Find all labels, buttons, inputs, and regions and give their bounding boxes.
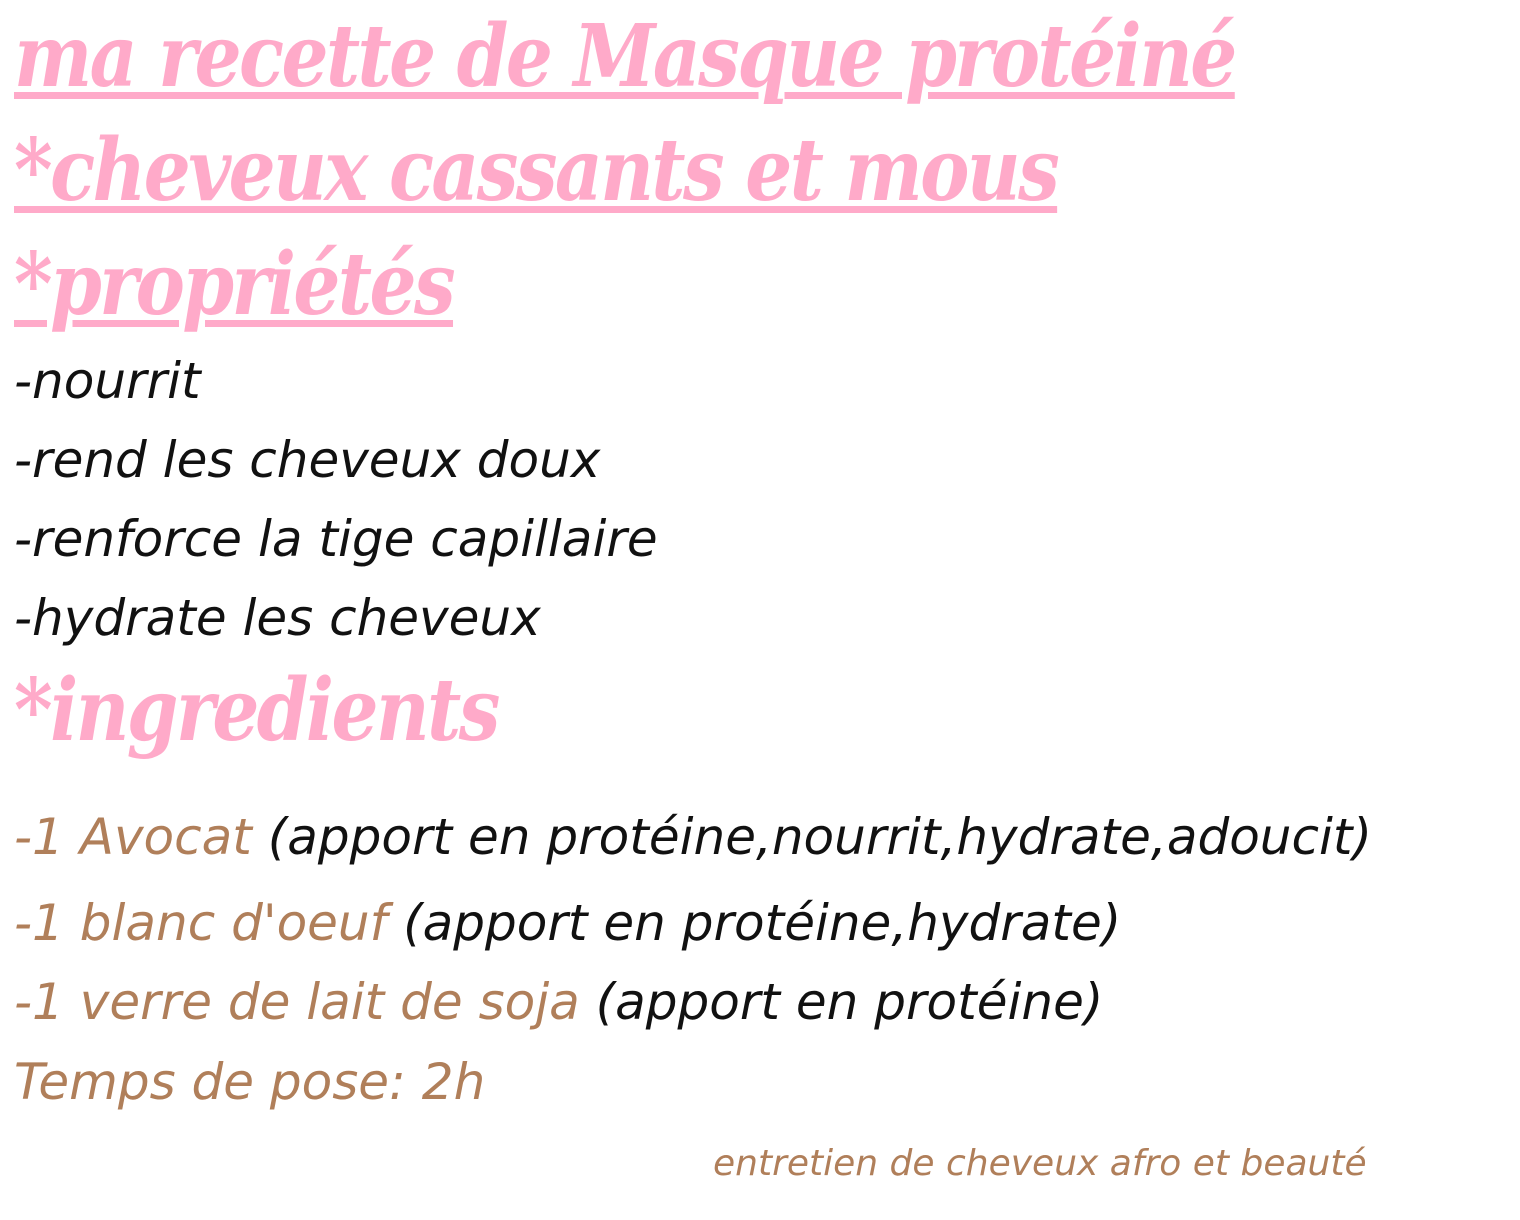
ingredient-name: -1 verre de lait de soja: [14, 973, 580, 1031]
ingredient-note: (apport en protéine,nourrit,hydrate,adoucit): [251, 808, 1372, 866]
pose-time: Temps de pose: 2h: [14, 1053, 486, 1111]
properties-heading: *propriétés: [14, 234, 454, 335]
property-item: -rend les cheveux doux: [14, 431, 601, 489]
ingredient-note: (apport en protéine,hydrate): [387, 894, 1122, 952]
property-item: -hydrate les cheveux: [14, 589, 541, 647]
ingredient-row: [14, 808, 1372, 866]
ingredient-row: [14, 973, 1104, 1031]
footer-credit: entretien de cheveux afro et beauté: [713, 1143, 1367, 1184]
hair-type-heading: *cheveux cassants et mous: [14, 120, 1058, 221]
ingredients-heading: *ingredients: [14, 660, 498, 761]
property-item: -renforce la tige capillaire: [14, 510, 658, 568]
ingredient-row: [14, 894, 1122, 952]
page-title: ma recette de Masque protéiné: [14, 6, 1235, 107]
ingredient-note: (apport en protéine): [579, 973, 1104, 1031]
property-item: -nourrit: [14, 352, 201, 410]
ingredient-name: -1 Avocat: [14, 808, 252, 866]
ingredient-name: -1 blanc d'oeuf: [14, 894, 388, 952]
